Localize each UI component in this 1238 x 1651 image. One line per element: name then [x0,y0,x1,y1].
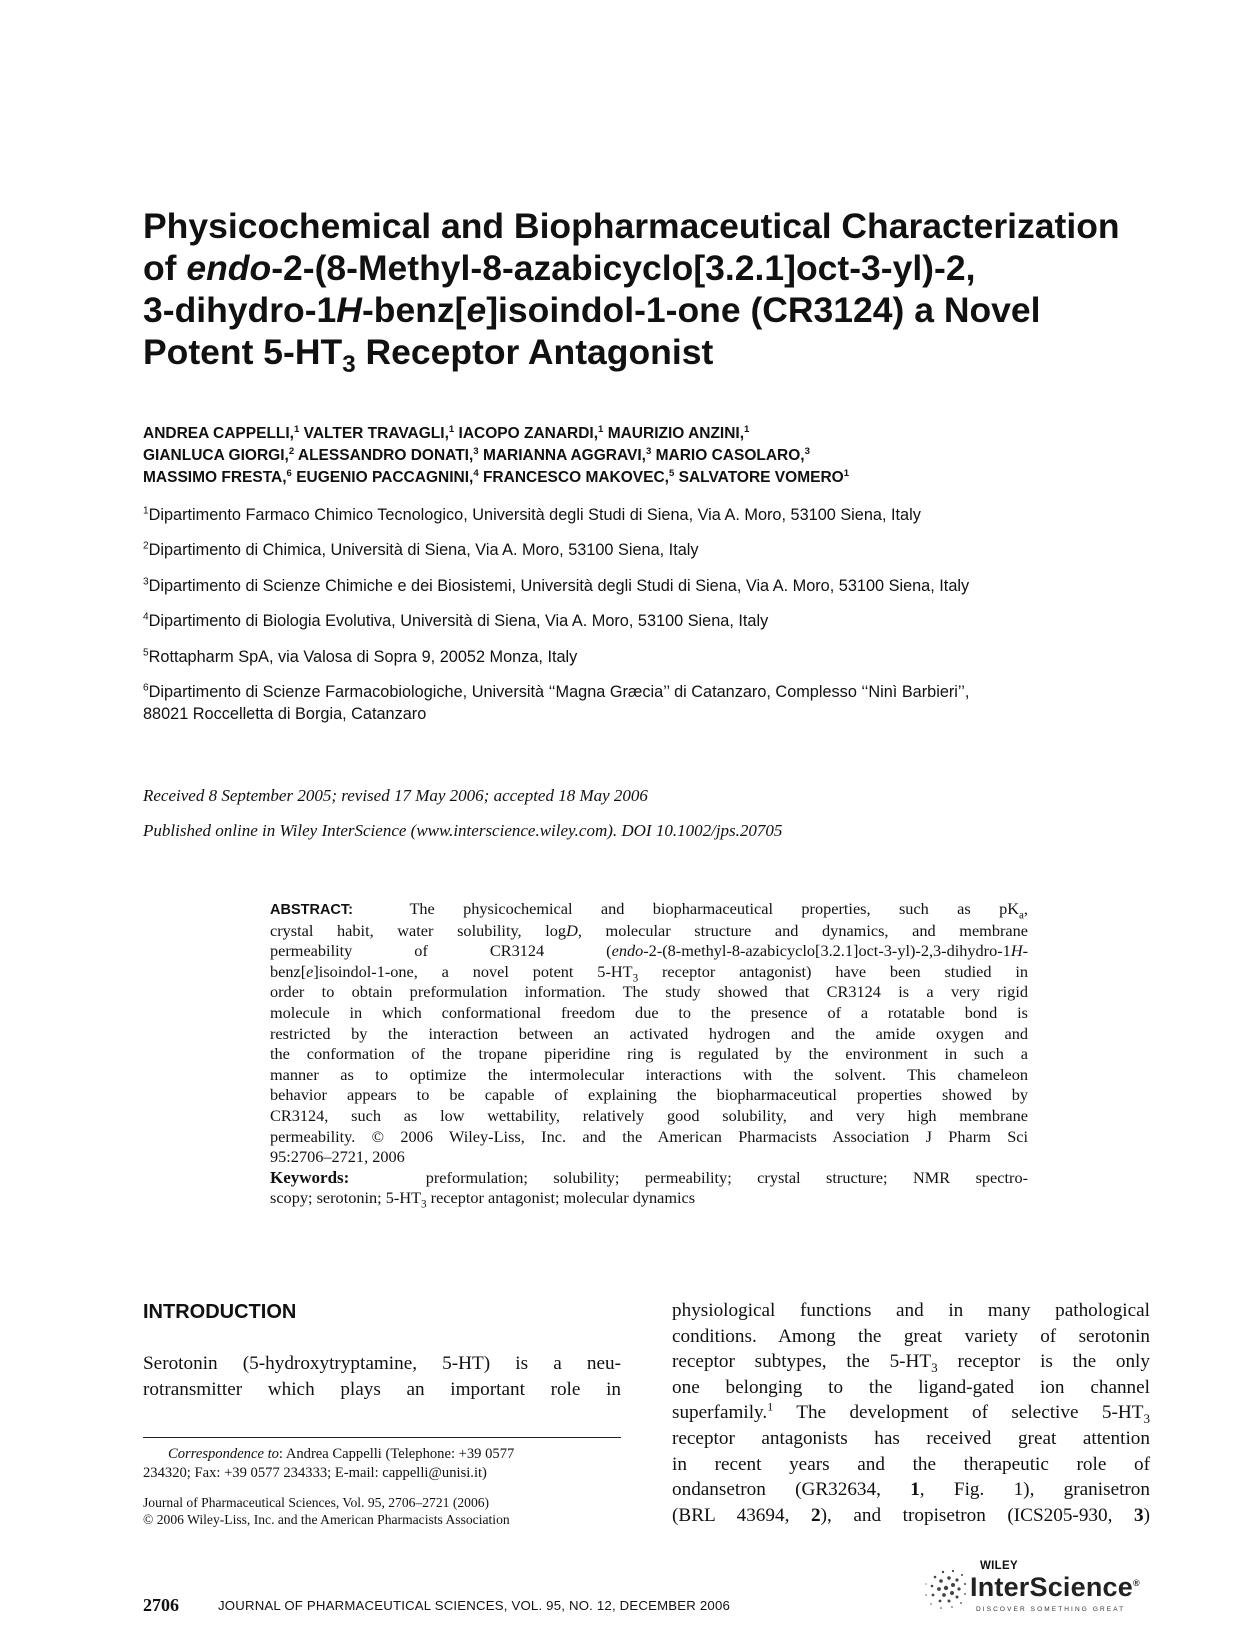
publisher-logo [922,1560,1152,1622]
affiliation [143,576,1123,598]
body-line [672,1349,1150,1375]
running-footer: JOURNAL OF PHARMACEUTICAL SCIENCES, VOL. 95, NO. 12, DECEMBER 2006 [218,1598,731,1613]
logo-wiley-text: WILEY [980,1560,1018,1572]
abstract-line: restricted by the interaction between an activated hydrogen and the amide oxygen and [270,1023,1028,1043]
compound-number: 3 [1134,1504,1144,1526]
body-text: , Fig. 1), granisetron [919,1479,1150,1501]
abstract-text: -2-(8-methyl-8-azabicyclo[3.2.1]oct-3-yl)-2,3-dihydro-1 [643,941,1011,961]
affiliation-text: Dipartimento Farmaco Chimico Tecnologico, Università degli Studi di Siena, Via A. Moro, 53100 Siena, Italy [148,506,921,524]
author [298,447,479,464]
abstract-text: benz[ [270,961,307,981]
abstract-italic: H [1010,941,1023,961]
footnote-line: 234320; Fax: +39 0577 234333; E-mail: cappelli@unisi.it) [143,1464,487,1481]
author [143,447,294,464]
author [459,425,604,442]
title-subscript: 3 [342,351,356,379]
keywords-subscript: 3 [421,1198,427,1211]
author [679,469,849,486]
abstract-text: , molecular structure and dynamics, and membrane [577,920,1028,940]
abstract-text: The physicochemical and biopharmaceutical properties, such as pK [409,899,1019,918]
author-name: MASSIMO FRESTA, [143,469,287,486]
abstract-text: , [1023,899,1028,918]
body-text: ) [1143,1504,1150,1526]
abstract-line: permeability. © 2006 Wiley-Liss, Inc. and the American Pharmacists Association J Pharm Sci [270,1126,1028,1146]
correspondence-label: Correspondence to [168,1446,279,1462]
author [143,469,292,486]
author-affiliation-mark: 3 [473,445,479,457]
compound-number: 1 [910,1479,920,1501]
affiliation-text: Rottapharm SpA, via Valosa di Sopra 9, 20052 Monza, Italy [148,648,578,666]
keywords-line [270,1188,1028,1209]
author-name: MARIANNA AGGRAVI, [482,447,646,464]
affiliation-text: Dipartimento di Scienze Chimiche e dei Biosistemi, Università degli Studi di Siena, Via A. Moro, 53100 Siena, Italy [148,577,970,595]
author-affiliation-mark: 1 [744,423,750,435]
author [143,425,299,442]
author [296,469,478,486]
body-text: The development of selective 5-HT [773,1402,1144,1424]
body-line: Serotonin (5-hydroxytryptamine, 5-HT) is a neu- [143,1353,621,1374]
author-affiliation-mark: 1 [843,467,850,479]
affiliation [143,647,1123,669]
correspondence-footnote [143,1445,621,1482]
body-text: (BRL 43694, [672,1504,811,1526]
reference-mark: 1 [767,1399,774,1414]
title-text: Physicochemical and Biopharmaceutical Characterization [143,206,1120,246]
publication-info: Published online in Wiley InterScience (www.interscience.wiley.com). DOI 10.1002/jps.20705 [143,821,783,840]
author-line [143,445,1143,467]
author-name: FRANCESCO MAKOVEC, [482,469,669,486]
page-number: 2706 [143,1595,179,1615]
logo-tagline: DISCOVER SOMETHING GREAT [976,1606,1126,1613]
affiliation-text: Dipartimento di Scienze Farmacobiologiche, Università ‘‘Magna Græcia’’ di Catanzaro, Complesso ‘‘Ninì Barbieri’’, [148,683,970,701]
copyright-line: © 2006 Wiley-Liss, Inc. and the American Pharmacists Association [143,1512,510,1527]
abstract-line: molecule in which conformational freedom due to the presence of a rotatable bond is [270,1002,1028,1022]
affiliation-number: 4 [143,611,149,623]
affiliation [143,540,1123,562]
journal-citation-line: Journal of Pharmaceutical Sciences, Vol. 95, 2706–2721 (2006) [143,1495,490,1510]
body-line [672,1503,1150,1529]
logo-name [970,1572,1140,1603]
author [656,447,810,464]
author-affiliation-mark: 1 [448,423,455,435]
affiliation [143,611,1123,633]
title-text: ]isoindol-1-one (CR3124) a Novel [486,290,1041,330]
abstract-line: manner as to optimize the intermolecular interactions with the solvent. This chameleon [270,1064,1028,1084]
abstract-line [270,941,1028,962]
abstract [270,899,1028,1209]
logo-name-text: InterScience [970,1572,1133,1602]
title-italic: endo [186,248,272,288]
journal-citation-note [143,1494,621,1528]
abstract-line [270,899,1028,921]
title-line [143,331,1133,379]
author-name: ANDREA CAPPELLI, [143,425,294,442]
author-affiliation-mark: 5 [668,467,675,479]
abstract-text: crystal habit, water solubility, log [270,920,567,940]
body-subscript: 3 [931,1360,938,1376]
body-line: in recent years and the therapeutic role of [672,1453,1150,1475]
keywords-text: receptor antagonist; molecular dynamics [426,1188,696,1208]
abstract-line: order to obtain preformulation information. The study showed that CR3124 is a very rigid [270,982,1028,1002]
abstract-subscript: 3 [632,972,639,985]
abstract-italic: e [306,961,314,981]
author-affiliation-mark: 6 [286,467,292,479]
affiliation-text: Dipartimento di Chimica, Università di Siena, Via A. Moro, 53100 Siena, Italy [148,541,699,559]
author-affiliation-mark: 3 [645,445,652,457]
title-text: 3-dihydro-1 [143,290,337,330]
abstract-line: behavior appears to be capable of explaining the biopharmaceutical properties showed by [270,1085,1028,1105]
affiliation-number: 3 [143,576,149,588]
author-name: ALESSANDRO DONATI, [297,447,474,464]
body-line: receptor antagonists has received great attention [672,1427,1150,1449]
body-line: physiological functions and in many pathological [672,1300,1150,1321]
title-italic: e [466,290,487,330]
registered-mark: ® [1132,1578,1140,1588]
body-line: conditions. Among the great variety of serotonin [672,1325,1150,1347]
body-line: one belonging to the ligand-gated ion channel [672,1376,1150,1398]
section-heading-introduction: INTRODUCTION [143,1301,297,1323]
affiliation-number: 6 [143,682,149,694]
keywords-line [270,1168,1028,1189]
author-name: IACOPO ZANARDI, [458,425,599,442]
affiliation-line [143,682,1123,704]
affiliation-number: 5 [143,647,149,659]
title-italic: H [336,290,362,330]
keywords-heading: Keywords: [270,1167,350,1187]
body-subscript: 3 [1143,1411,1150,1427]
abstract-line: the conformation of the tropane piperidine ring is regulated by the environment in such a [270,1044,1028,1064]
affiliation [143,682,1123,725]
affiliation-text: Dipartimento di Biologia Evolutiva, Università di Siena, Via A. Moro, 53100 Siena, Italy [148,612,769,630]
title-text: Potent 5-HT [143,332,343,372]
author [608,425,750,442]
footnote-line [143,1445,621,1464]
abstract-line: 95:2706–2721, 2006 [270,1147,405,1167]
author-affiliation-mark: 2 [288,445,295,457]
affiliation-line: 88021 Roccelletta di Borgia, Catanzaro [143,704,427,723]
body-line: rotransmitter which plays an important role in [143,1378,621,1400]
author-name: MARIO CASOLARO, [655,447,805,464]
author [304,425,455,442]
footnote-rule [143,1437,621,1438]
compound-number: 2 [810,1504,821,1526]
author-affiliation-mark: 4 [473,467,479,479]
abstract-line: CR3124, such as low wettability, relatively good solubility, and very high membrane [270,1105,1028,1125]
author-name: VALTER TRAVAGLI, [303,425,449,442]
body-column-right [672,1298,1150,1528]
author-affiliation-mark: 1 [598,423,604,435]
body-text: ondansetron (GR32634, [672,1479,911,1501]
author-name: MAURIZIO ANZINI, [607,425,745,442]
title-text: -benz[ [361,290,467,330]
author-affiliation-mark: 3 [804,445,810,457]
title-line [143,205,1133,247]
abstract-line [270,962,1028,983]
abstract-text: - [1022,941,1028,961]
body-text: receptor is the only [937,1351,1150,1373]
abstract-italic: endo [611,941,644,961]
article-title [143,205,1133,379]
abstract-text: permeability of CR3124 ( [270,941,612,961]
keywords-text: scopy; serotonin; 5-HT [270,1188,422,1208]
affiliation-number: 1 [143,505,149,517]
title-text: of [143,248,187,288]
abstract-line [270,921,1028,942]
title-line [143,247,1133,289]
title-line [143,289,1133,331]
affiliation [143,505,1123,527]
body-text: superfamily. [672,1402,768,1424]
body-line [672,1477,1150,1503]
title-text: -2-(8-Methyl-8-azabicyclo[3.2.1]oct-3-yl)-2, [271,248,976,288]
swirl-logo-icon [922,1564,970,1612]
author [483,469,674,486]
keywords-text: preformulation; solubility; permeability; crystal structure; NMR spectro- [425,1167,1029,1187]
author-name: GIANLUCA GIORGI, [143,447,289,464]
abstract-subscript: a [1019,909,1024,922]
title-text: Receptor Antagonist [355,332,714,372]
abstract-text: ]isoindol-1-one, a novel potent 5-HT [313,961,633,981]
received-dates: Received 8 September 2005; revised 17 May 2006; accepted 18 May 2006 [143,786,648,805]
author-name: EUGENIO PACCAGNINI, [296,469,474,486]
author-affiliation-mark: 1 [294,423,300,435]
body-text: ), and tropisetron (ICS205-930, [820,1504,1134,1526]
author-line [143,423,1143,445]
abstract-italic: D [566,920,578,940]
author-name: SALVATORE VOMERO [678,469,844,486]
abstract-heading: ABSTRACT: [270,902,353,918]
author [483,447,651,464]
body-line [672,1400,1150,1426]
body-column-left [143,1351,621,1402]
abstract-text: receptor antagonist) have been studied in [638,961,1029,981]
author-list [143,423,1143,489]
body-text: receptor subtypes, the 5-HT [672,1351,932,1373]
footnote-text: : Andrea Cappelli (Telephone: +39 0577 [278,1446,515,1462]
affiliation-number: 2 [143,540,149,552]
author-line [143,467,1143,489]
